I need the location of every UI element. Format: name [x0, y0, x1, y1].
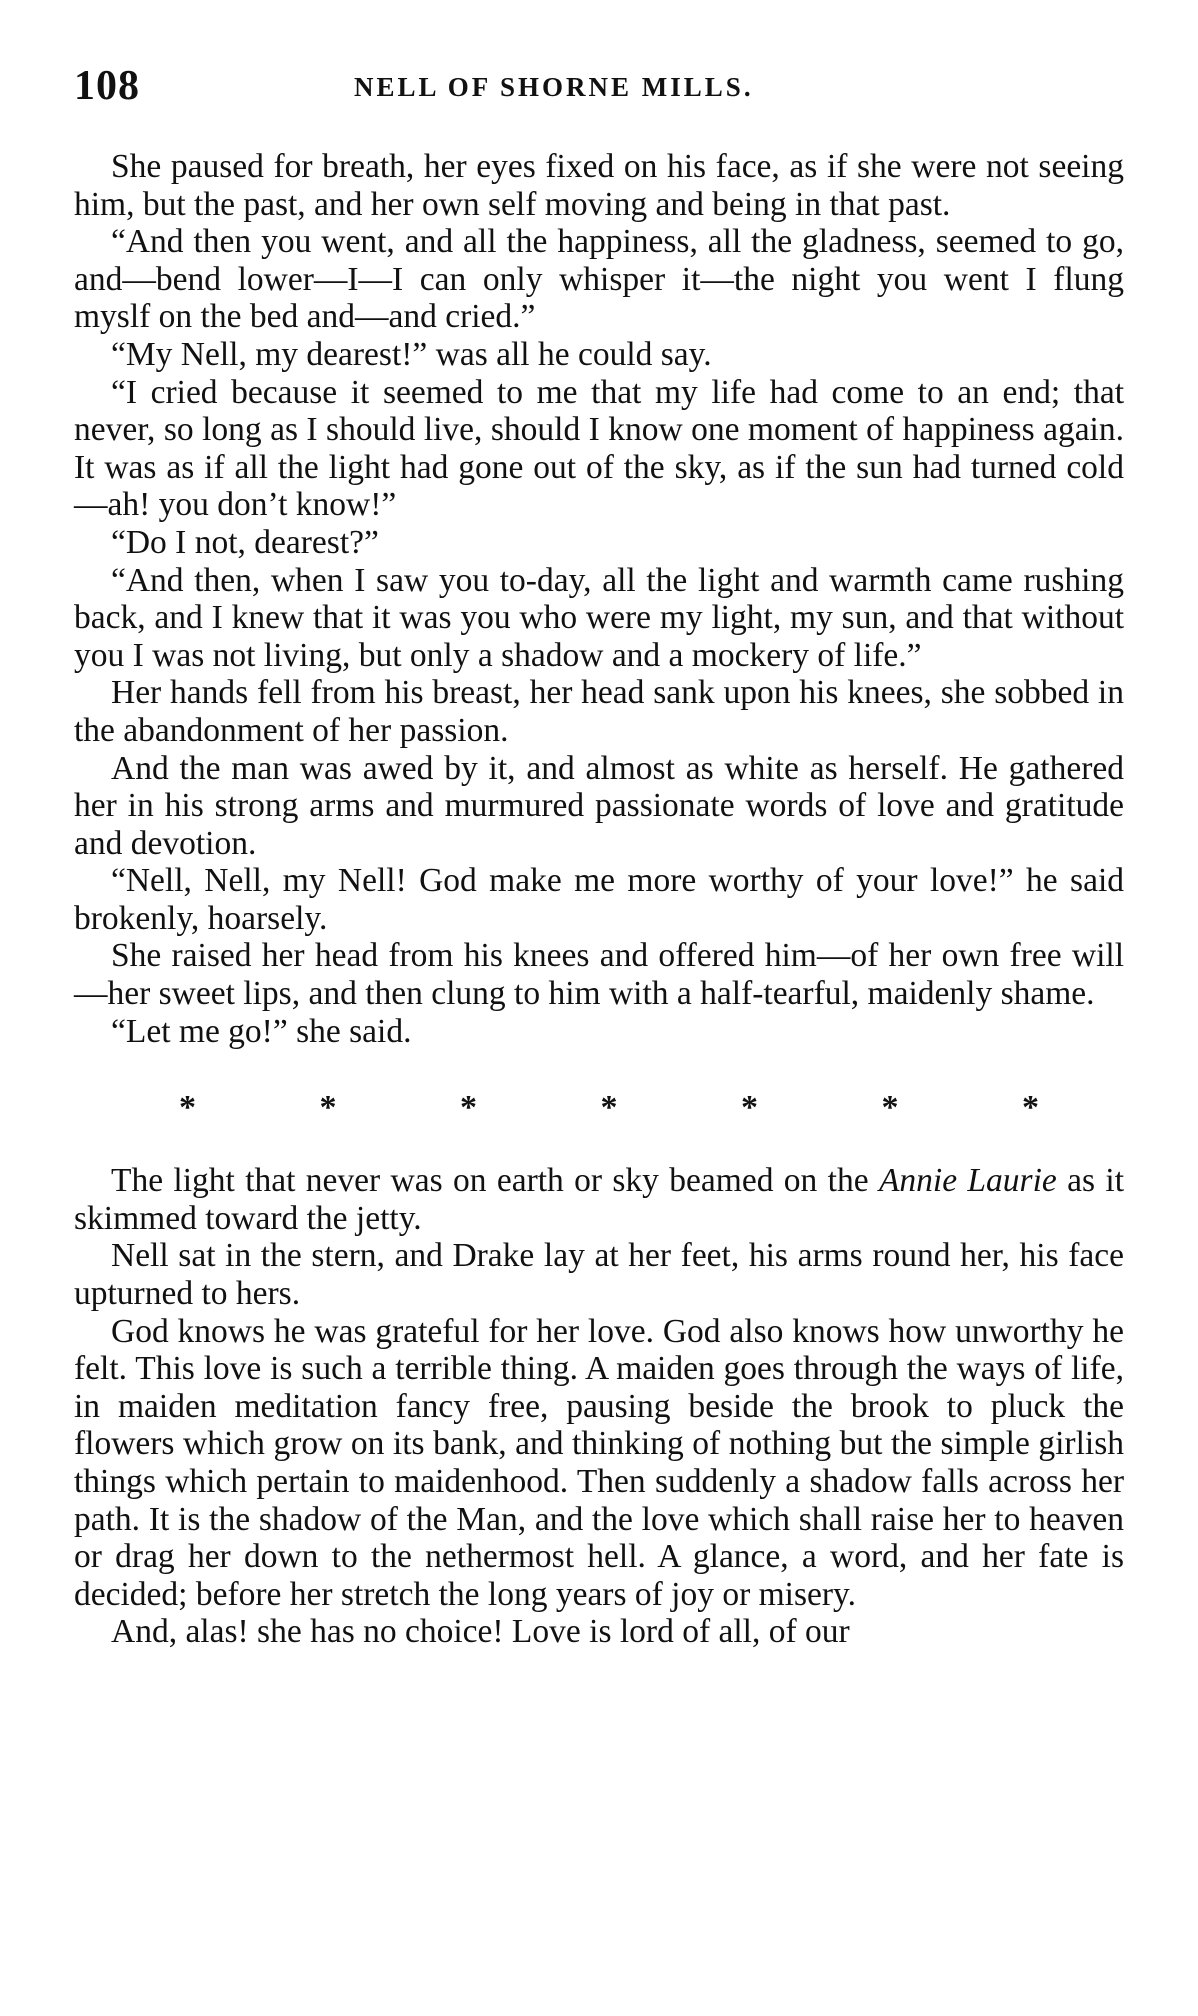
paragraph: “And then, when I saw you to-day, all the light and warmth came rushing back, and I knew that it was you who were my light, my sun, and that without you I was not living, but only a shadow and a mockery of life.” [74, 561, 1124, 674]
asterisk: * [179, 1089, 196, 1127]
paragraph: “My Nell, my dearest!” was all he could say. [111, 335, 712, 373]
paragraph: She paused for breath, her eyes fixed on his face, as if she were not seeing him, but the past, and her own self moving and being in that past. [74, 148, 1124, 223]
paragraph: She raised her head from his knees and offered him—of her own free will—her sweet lips, and then clung to him with a half-tearful, maidenly shame. [74, 937, 1124, 1013]
book-page [74, 62, 1124, 1651]
paragraph: God knows he was grateful for her love. God also knows how unworthy he felt. This love is such a terrible thing. A maiden goes through the ways of life, in maiden meditation fancy free, pausing beside the brook to pluck the flowers which grow on its bank, and thinking of nothing but the simple girlish things which pertain to maidenhood. Then suddenly a shadow falls across her path. It is the shadow of the Man, and the love which shall raise her to heaven or drag her down to the nethermost hell. A glance, a word, and her fate is decided; before her stretch the long years of joy or misery. [74, 1312, 1124, 1613]
text-run: The light that never was on earth or sky beamed on the [111, 1162, 879, 1200]
paragraph: “I cried because it seemed to me that my life had come to an end; that never, so long as I should live, should I know one moment of happiness again. It was as if all the light had gone out of the sky, as if the sun had turned cold—ah! you don’t know!” [74, 373, 1124, 524]
paragraph: And the man was awed by it, and almost as white as herself. He gathered her in his strong arms and murmured passionate words of love and gratitude and devotion. [74, 749, 1124, 862]
asterisk: * [881, 1089, 899, 1127]
boat-name: Annie Laurie [878, 1162, 1057, 1200]
page-number: 108 [74, 63, 140, 109]
paragraph: Nell sat in the stern, and Drake lay at her feet, his arms round her, his face upturned to hers. [74, 1237, 1124, 1313]
paragraph: And, alas! she has no choice! Love is lord of all, of our [111, 1613, 850, 1651]
paragraph: “Nell, Nell, my Nell! God make me more worthy of your love!” he said brokenly, hoarsely. [74, 862, 1124, 937]
section-break-asterisks [74, 1088, 1124, 1128]
asterisk: * [600, 1089, 618, 1127]
paragraph [74, 1162, 1124, 1237]
paragraph: “Do I not, dearest?” [111, 523, 379, 561]
running-head [74, 62, 1124, 122]
paragraph: “Let me go!” she said. [111, 1012, 412, 1050]
paragraph: “And then you went, and all the happiness, all the gladness, seemed to go, and—bend lower—I—I can only whisper it—the night you went I flung myslf on the bed and—and cried.” [74, 223, 1124, 336]
section-two [74, 1162, 1124, 1651]
asterisk: * [1022, 1089, 1039, 1127]
asterisk: * [741, 1089, 758, 1127]
paragraph: Her hands fell from his breast, her head sank upon his knees, she sobbed in the abandonment of her passion. [74, 674, 1124, 749]
running-title: NELL OF SHORNE MILLS. [354, 72, 754, 102]
section-one [74, 148, 1124, 1050]
asterisk: * [460, 1089, 477, 1127]
asterisk: * [319, 1089, 337, 1127]
text-run: as it skimmed toward the jetty. [74, 1162, 1125, 1237]
